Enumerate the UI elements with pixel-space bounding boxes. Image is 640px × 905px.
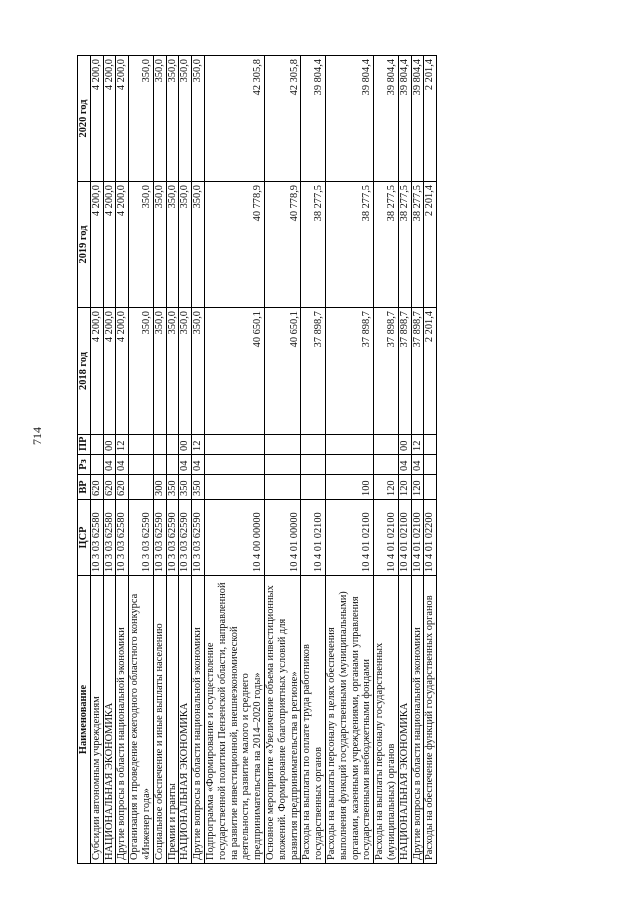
cell-pr: 12 (411, 435, 424, 455)
cell-csr: 10 4 01 00000 (264, 500, 300, 576)
cell-pr (129, 435, 154, 455)
cell-name: НАЦИОНАЛЬНАЯ ЭКОНОМИКА (103, 576, 116, 864)
cell-y2019: 4 200,0 (116, 182, 129, 308)
budget-table (77, 55, 437, 864)
cell-rz: 04 (179, 455, 192, 475)
table-row (192, 56, 205, 864)
cell-csr: 10 4 01 02100 (325, 500, 373, 576)
cell-y2019: 40 778,9 (204, 182, 264, 308)
cell-y2018: 37 898,7 (398, 308, 411, 435)
cell-name: Расходы на обеспечение функций государственных органов (424, 576, 437, 864)
cell-pr (204, 435, 264, 455)
cell-name: Основное мероприятие «Увеличение объема инвестиционных вложений. Формирование благоприятных условий для развития предпринимательства в регионе» (264, 576, 300, 864)
cell-y2020: 350,0 (166, 56, 179, 182)
cell-rz (424, 455, 437, 475)
cell-csr: 10 3 03 62590 (192, 500, 205, 576)
cell-y2019: 4 200,0 (90, 182, 103, 308)
cell-vr (204, 475, 264, 500)
cell-y2019: 350,0 (179, 182, 192, 308)
cell-y2020: 39 804,4 (325, 56, 373, 182)
cell-name: Расходы на выплаты персоналу государственных (муниципальных) органов (374, 576, 399, 864)
cell-name: Подпрограмма «Формирование и осуществление государственной политики Пензенской области, направленной на развитие инвестиционной, внешнеэкономической деятельности, развитие малого и среднего предпринимательства на 2014–2020 годы» (204, 576, 264, 864)
header-pr: ПР (78, 435, 91, 455)
cell-csr: 10 3 03 62590 (129, 500, 154, 576)
table-row (153, 56, 166, 864)
cell-pr (166, 435, 179, 455)
cell-csr: 10 3 03 62580 (116, 500, 129, 576)
cell-pr: 12 (116, 435, 129, 455)
header-2018: 2018 год (78, 308, 91, 435)
cell-y2020: 39 804,4 (411, 56, 424, 182)
cell-y2018: 2 201,4 (424, 308, 437, 435)
cell-rz: 04 (103, 455, 116, 475)
cell-y2019: 350,0 (166, 182, 179, 308)
cell-vr: 350 (192, 475, 205, 500)
cell-y2019: 4 200,0 (103, 182, 116, 308)
cell-y2019: 350,0 (129, 182, 154, 308)
cell-y2019: 38 277,5 (411, 182, 424, 308)
cell-vr: 350 (166, 475, 179, 500)
table-row (204, 56, 264, 864)
cell-y2019: 38 277,5 (301, 182, 326, 308)
header-vr: ВР (78, 475, 91, 500)
cell-y2020: 350,0 (153, 56, 166, 182)
header-rz: Рз (78, 455, 91, 475)
cell-y2018: 37 898,7 (301, 308, 326, 435)
cell-csr: 10 4 01 02100 (374, 500, 399, 576)
cell-y2020: 39 804,4 (374, 56, 399, 182)
cell-csr: 10 3 03 62590 (179, 500, 192, 576)
cell-y2018: 37 898,7 (325, 308, 373, 435)
table-row (374, 56, 399, 864)
cell-y2018: 37 898,7 (374, 308, 399, 435)
cell-vr: 350 (179, 475, 192, 500)
cell-vr: 120 (374, 475, 399, 500)
cell-name: НАЦИОНАЛЬНАЯ ЭКОНОМИКА (179, 576, 192, 864)
cell-name: Другие вопросы в области национальной экономики (411, 576, 424, 864)
cell-csr: 10 3 03 62590 (153, 500, 166, 576)
header-csr: ЦСР (78, 500, 91, 576)
cell-csr: 10 3 03 62580 (90, 500, 103, 576)
cell-y2018: 350,0 (166, 308, 179, 435)
cell-rz (374, 455, 399, 475)
header-name: Наименование (78, 576, 91, 864)
cell-vr: 100 (325, 475, 373, 500)
cell-y2018: 40 650,1 (204, 308, 264, 435)
table-row (129, 56, 154, 864)
cell-csr: 10 4 01 02100 (411, 500, 424, 576)
cell-csr: 10 3 03 62580 (103, 500, 116, 576)
cell-y2019: 350,0 (153, 182, 166, 308)
cell-y2018: 350,0 (179, 308, 192, 435)
cell-y2018: 350,0 (192, 308, 205, 435)
cell-name: Другие вопросы в области национальной экономики (192, 576, 205, 864)
cell-pr (325, 435, 373, 455)
cell-y2018: 350,0 (129, 308, 154, 435)
cell-y2018: 4 200,0 (103, 308, 116, 435)
cell-csr: 10 4 01 02100 (398, 500, 411, 576)
cell-rz (153, 455, 166, 475)
cell-name: Социальное обеспечение и иные выплаты населению (153, 576, 166, 864)
table-row (179, 56, 192, 864)
cell-y2020: 350,0 (179, 56, 192, 182)
cell-vr (424, 475, 437, 500)
cell-pr: 00 (398, 435, 411, 455)
cell-y2018: 4 200,0 (116, 308, 129, 435)
cell-pr: 12 (192, 435, 205, 455)
table-row (411, 56, 424, 864)
header-2020: 2020 год (78, 56, 91, 182)
table-row (325, 56, 373, 864)
table-row (301, 56, 326, 864)
cell-rz: 04 (411, 455, 424, 475)
cell-y2019: 350,0 (192, 182, 205, 308)
cell-pr (374, 435, 399, 455)
cell-vr (264, 475, 300, 500)
cell-csr: 10 4 01 02100 (301, 500, 326, 576)
cell-vr: 120 (398, 475, 411, 500)
cell-rz: 04 (192, 455, 205, 475)
cell-y2020: 350,0 (192, 56, 205, 182)
cell-vr: 620 (116, 475, 129, 500)
cell-csr: 10 3 03 62590 (166, 500, 179, 576)
table-row (116, 56, 129, 864)
cell-y2018: 37 898,7 (411, 308, 424, 435)
cell-pr (90, 435, 103, 455)
cell-name: Другие вопросы в области национальной экономики (116, 576, 129, 864)
cell-pr: 00 (103, 435, 116, 455)
page-number: 714 (30, 427, 44, 445)
cell-vr: 620 (90, 475, 103, 500)
cell-vr: 300 (153, 475, 166, 500)
cell-y2020: 4 200,0 (90, 56, 103, 182)
cell-name: Расходы на выплаты персоналу в целях обеспечения выполнения функций государственными (муниципальными) органами, казенными учреждениями, органами управления государственными внебюджетными фондами (325, 576, 373, 864)
cell-name: Расходы на выплаты по оплате труда работников государственных органов (301, 576, 326, 864)
cell-pr (301, 435, 326, 455)
cell-rz (129, 455, 154, 475)
table-row (264, 56, 300, 864)
cell-rz (204, 455, 264, 475)
cell-rz (166, 455, 179, 475)
cell-vr: 120 (411, 475, 424, 500)
cell-name: НАЦИОНАЛЬНАЯ ЭКОНОМИКА (398, 576, 411, 864)
cell-y2020: 42 305,8 (264, 56, 300, 182)
cell-y2020: 4 200,0 (116, 56, 129, 182)
cell-pr (264, 435, 300, 455)
cell-y2020: 42 305,8 (204, 56, 264, 182)
cell-y2019: 38 277,5 (325, 182, 373, 308)
cell-pr (153, 435, 166, 455)
cell-vr: 620 (103, 475, 116, 500)
cell-rz (264, 455, 300, 475)
cell-rz (90, 455, 103, 475)
cell-y2019: 2 201,4 (424, 182, 437, 308)
header-2019: 2019 год (78, 182, 91, 308)
table-body (90, 56, 436, 864)
cell-rz (301, 455, 326, 475)
cell-y2019: 38 277,5 (398, 182, 411, 308)
table-row (166, 56, 179, 864)
rotated-table-container (77, 56, 563, 864)
table-row (398, 56, 411, 864)
cell-pr (424, 435, 437, 455)
cell-y2020: 4 200,0 (103, 56, 116, 182)
table-row (103, 56, 116, 864)
cell-name: Субсидии автономным учреждениям (90, 576, 103, 864)
cell-y2020: 350,0 (129, 56, 154, 182)
cell-y2019: 38 277,5 (374, 182, 399, 308)
cell-csr: 10 4 00 00000 (204, 500, 264, 576)
cell-y2020: 39 804,4 (398, 56, 411, 182)
cell-vr (129, 475, 154, 500)
cell-y2018: 350,0 (153, 308, 166, 435)
cell-y2020: 2 201,4 (424, 56, 437, 182)
table-row (424, 56, 437, 864)
cell-y2018: 4 200,0 (90, 308, 103, 435)
cell-y2019: 40 778,9 (264, 182, 300, 308)
cell-rz (325, 455, 373, 475)
cell-y2020: 39 804,4 (301, 56, 326, 182)
cell-y2018: 40 650,1 (264, 308, 300, 435)
table-row (90, 56, 103, 864)
cell-rz: 04 (398, 455, 411, 475)
table-header-row (78, 56, 91, 864)
cell-name: Премии и гранты (166, 576, 179, 864)
cell-pr: 00 (179, 435, 192, 455)
cell-name: Организация и проведение ежегодного областного конкурса «Инженер года» (129, 576, 154, 864)
cell-vr (301, 475, 326, 500)
cell-rz: 04 (116, 455, 129, 475)
cell-csr: 10 4 01 02200 (424, 500, 437, 576)
